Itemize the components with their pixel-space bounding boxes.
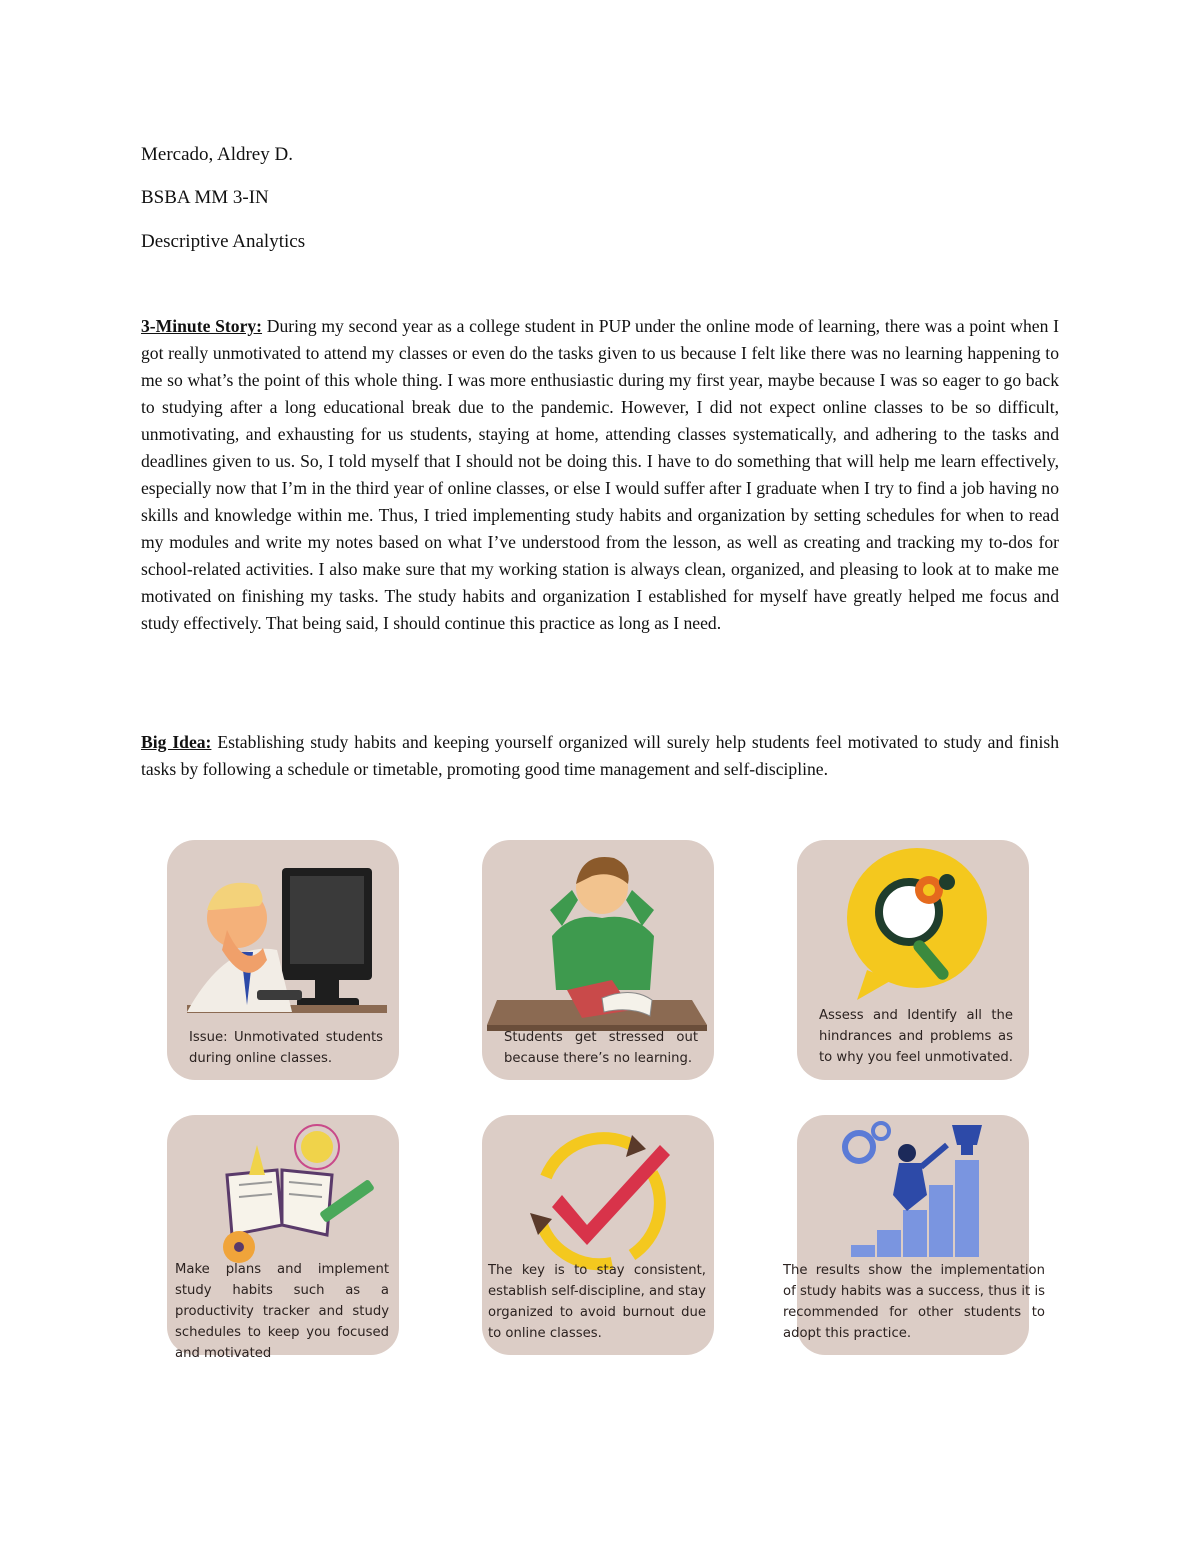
card-make-plans <box>167 1115 399 1361</box>
card-results-success <box>783 1115 1045 1355</box>
big-idea-paragraph <box>141 729 1059 783</box>
card-caption: Issue: Unmotivated students during online classes. <box>189 1030 383 1066</box>
card-unmotivated-students <box>167 840 399 1080</box>
story-label: 3-Minute Story: <box>141 316 263 336</box>
card-caption: Students get stressed out because there’s no learning. <box>504 1030 698 1066</box>
card-caption: The results show the implementation of study habits was a success, thus it is recommended for other students to adopt this practice. <box>783 1263 1045 1341</box>
big-idea-text: Establishing study habits and keeping yourself organized will surely help students feel motivated to study and finish tasks by following a schedule or timetable, promoting good time management and self-discipline. <box>141 732 1059 779</box>
card-stressed-students <box>482 840 714 1080</box>
story-text: During my second year as a college student in PUP under the online mode of learning, there was a point when I got really unmotivated to attend my classes or even do the tasks given to us because I felt like there was no learning happening to me so what’s the point of this whole thing. I was more enthusiastic during my first year, maybe because I was so eager to go back to studying after a long educational break due to the pandemic. However, I did not expect online classes to be so difficult, unmotivating, and exhausting for us students, staying at home, attending classes systematically, and adhering to the tasks and deadlines given to us. So, I told myself that I should not be doing this. I have to do something that will help me learn effectively, especially now that I’m in the third year of online classes, or else I would suffer after I graduate when I try to find a job having no skills and knowledge within me. Thus, I tried implementing study habits and organization by setting schedules for when to read my modules and write my notes based on what I’ve understood from the lesson, as well as creating and tracking my to-dos for school-related activities. I also make sure that my working station is always clean, organized, and pleasing to look at to make me motivated on finishing my tasks. The study habits and organization I established for myself have greatly helped me focus and study effectively. That being said, I should continue this practice as long as I need. <box>141 316 1059 633</box>
course-section: BSBA MM 3-IN <box>141 187 269 208</box>
card-caption: Assess and Identify all the hindrances and problems as to why you feel unmotivated. <box>819 1008 1013 1065</box>
student-name: Mercado, Aldrey D. <box>141 144 293 165</box>
big-idea-label: Big Idea: <box>141 732 212 752</box>
story-paragraph <box>141 313 1059 637</box>
card-caption: The key is to stay consistent, establish self-discipline, and stay organized to avoid burnout due to online classes. <box>488 1263 706 1341</box>
card-stay-consistent <box>482 1115 714 1355</box>
card-assess-identify <box>797 840 1029 1080</box>
card-caption: Make plans and implement study habits such as a productivity tracker and study schedules to keep you focused and motivated <box>175 1262 389 1361</box>
subject-title: Descriptive Analytics <box>141 231 306 252</box>
